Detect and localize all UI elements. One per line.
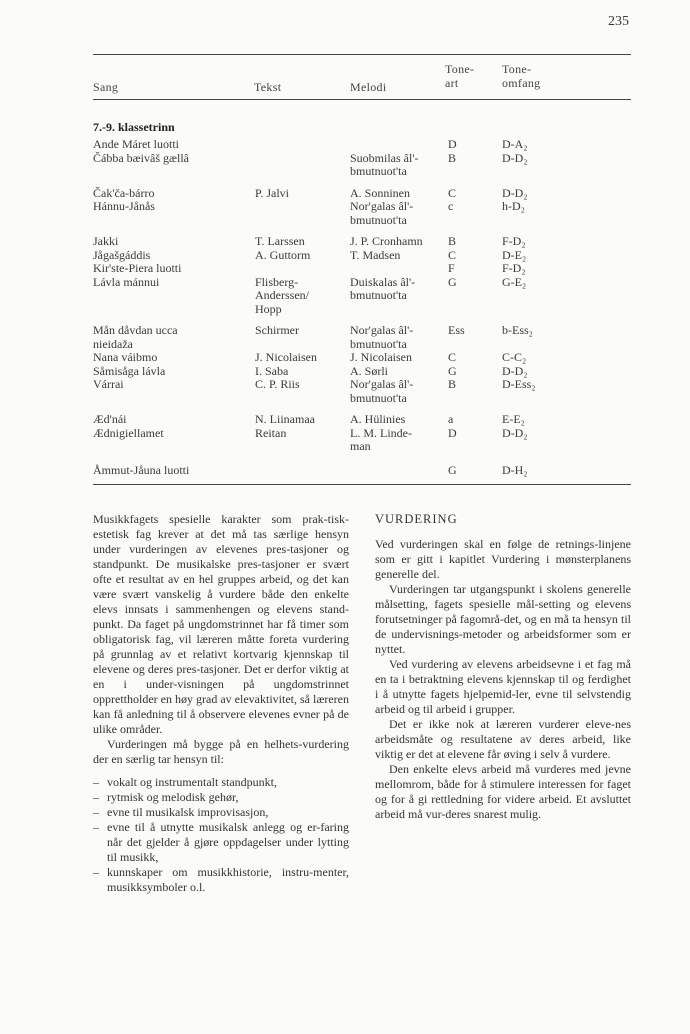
header-toneomfang: Tone- omfang (502, 62, 541, 90)
table-row (93, 378, 633, 405)
song-title: Kir'ste-Piera luotti (93, 261, 182, 275)
song-key: D (448, 137, 457, 151)
song-key: a (448, 412, 454, 426)
song-lyricist: N. Liinamaa (255, 412, 315, 426)
table-row (93, 235, 633, 249)
table-bottom-rule (93, 484, 631, 485)
header-sang: Sang (93, 80, 119, 94)
song-range: F-D₂ (502, 261, 526, 275)
song-range: D-D₂ (502, 150, 528, 165)
song-title: Hánnu-Jånås (93, 199, 155, 213)
list-item: – kunnskaper om musikkhistorie, instru-menter, musikksymboler o.l. (93, 865, 349, 895)
song-composer: J. Nicolaisen (350, 350, 412, 364)
song-composer: L. M. Linde- man (350, 425, 412, 453)
song-composer: Suobmilas âl'- bmutnuot'ta (350, 150, 419, 178)
song-range: C-C₂ (502, 350, 527, 364)
table-row (93, 262, 633, 276)
song-title: Čábba bæivâš gællâ (93, 150, 189, 165)
paragraph: Ved vurderingen skal en følge de retnings-linjene som er gitt i kapitlet Vurdering i mønsterplanens generelle del. (375, 537, 631, 581)
song-key: G (448, 462, 457, 477)
song-composer: Nor'galas âl'- bmutnuot'ta (350, 377, 414, 405)
song-title: Æd'nái (93, 412, 127, 426)
list-item: – vokalt og instrumentalt standpunkt, (93, 775, 349, 790)
left-column (93, 512, 349, 895)
song-composer: T. Madsen (350, 247, 401, 262)
song-key: B (448, 234, 457, 248)
song-key: C (448, 185, 457, 200)
song-title: Nana váibmo (93, 350, 158, 364)
paragraph: Det er ikke nok at læreren vurderer eleve-nes arbeidsmåte og resultatene av deres arbeid, like viktig er det at elevene får øving i selv å vurdere. (375, 717, 631, 761)
header-toneart: Tone- art (445, 62, 475, 90)
song-key: c (448, 199, 454, 213)
table-row (93, 187, 633, 201)
song-range: D-D₂ (502, 185, 528, 200)
header-melodi: Melodi (350, 80, 387, 94)
song-key: G (448, 274, 457, 289)
table-row (93, 200, 633, 227)
table-top-rule (93, 54, 631, 55)
list-item: – evne til musikalsk improvisasjon, (93, 805, 349, 820)
table-row (93, 351, 633, 365)
paragraph: Vurderingen tar utgangspunkt i skolens generelle målsetting, fagets spesielle mål-setting og elevens forutsetninger på fagområ-det, og en må ta hensyn til de undervisnings-metoder og arbeidsformer som er nyttet. (375, 582, 631, 656)
song-composer: A. Sørli (350, 363, 389, 378)
table-row (93, 324, 633, 351)
table-row (93, 365, 633, 379)
table-row (93, 249, 633, 263)
song-range: D-Ess₂ (502, 377, 536, 391)
song-range: D-D₂ (502, 363, 528, 378)
song-key: F (448, 261, 455, 275)
song-range: D-A₂ (502, 137, 528, 151)
paragraph: Ved vurdering av elevens arbeidsevne i et fag må en ta i betraktning elevens kjennskap til og ferdighet i å utnytte fagets hjelpemid-ler, evne til selvstendig arbeid og til arbeid i grupper. (375, 657, 631, 716)
song-lyricist: A. Guttorm (255, 247, 311, 262)
song-composer: Nor'galas âl'- bmutnuot'ta (350, 323, 414, 351)
song-range: D-E₂ (502, 247, 527, 262)
song-title: Čak'ča-bárro (93, 185, 155, 200)
section-heading: 7.-9. klassetrinn (93, 120, 175, 134)
song-title: Várrai (93, 377, 124, 391)
table-row (93, 276, 633, 317)
song-lyricist: C. P. Riis (255, 377, 300, 391)
song-lyricist: Flisberg- Anderssen/ Hopp (255, 274, 309, 316)
song-key: G (448, 363, 457, 378)
song-composer: A. Hülinies (350, 412, 406, 426)
table-row (93, 464, 633, 478)
song-title: Lávla mánnui (93, 274, 160, 289)
song-title: Såmisåga lávla (93, 363, 166, 378)
song-lyricist: P. Jalvi (255, 185, 290, 200)
song-range: b-Ess₂ (502, 323, 533, 337)
song-range: E-E₂ (502, 412, 525, 426)
song-table (93, 138, 633, 477)
song-composer: J. P. Cronhamn (350, 234, 423, 248)
table-header-rule (93, 99, 631, 100)
song-key: B (448, 150, 457, 165)
song-title: Mån dåvdan ucca nieidaža (93, 323, 178, 351)
song-composer: Nor'galas âl'- bmutnuot'ta (350, 199, 414, 227)
section-title-vurdering: VURDERING (375, 512, 458, 526)
table-row (93, 152, 633, 179)
page-number: 235 (608, 14, 629, 29)
song-lyricist: T. Larssen (255, 234, 305, 248)
song-range: D-H₂ (502, 462, 528, 477)
song-composer: Duiskalas âl'- bmutnuot'ta (350, 274, 416, 302)
header-tekst: Tekst (254, 80, 282, 94)
song-range: D-D₂ (502, 425, 528, 440)
song-title: Jågašgáddis (93, 247, 151, 262)
song-key: B (448, 377, 457, 391)
table-row (93, 427, 633, 454)
song-key: C (448, 247, 457, 262)
paragraph: Den enkelte elevs arbeid må vurderes med jevne mellomrom, både for å stimulere interessen for faget og for å gi rettledning for videre arbeid. Et avsluttet arbeid må vur-deres snarest mulig. (375, 762, 631, 821)
list-item: – evne til å utnytte musikalsk anlegg og er-faring når det gjelder å gjøre oppdagelser under lytting til musikk, (93, 820, 349, 865)
right-column (375, 512, 631, 822)
song-range: F-D₂ (502, 234, 526, 248)
song-title: Åmmut-Jåuna luotti (93, 462, 190, 477)
song-title: Ande Máret luotti (93, 137, 179, 151)
song-lyricist: J. Nicolaisen (255, 350, 317, 364)
table-row (93, 138, 633, 152)
table-row (93, 413, 633, 427)
paragraph: Musikkfagets spesielle karakter som prak-tisk-estetisk fag krever at det må tas særlige hensyn under vurderingen av elevenes pres-tasjoner og standpunkt. De musikalske pres-tasjoner er svært ofte et resultat av en hel gruppes arbeid, og det kan være svært vanskelig å vurdere både den enkelte elevs innsats i sammenhengen og elevens stand-punkt. Da faget på ungdomstrinnet har få timer som obligatorisk fag, vil læreren måtte foreta vurdering på grunnlag av et relativt kortvarig kjennskap til elevene og deres pres-tasjoner. Det er derfor viktig at en i under-visningen på ungdomstrinnet opprettholder en høy grad av elevaktivitet, så læreren kan få anledning til å observere elevenes evner på de ulike områder. (93, 512, 349, 736)
song-lyricist: I. Saba (255, 363, 289, 378)
song-key: D (448, 425, 457, 440)
song-range: G-E₂ (502, 274, 527, 289)
song-composer: A. Sonninen (350, 185, 410, 200)
song-key: C (448, 350, 457, 364)
song-key: Ess (448, 323, 465, 337)
song-range: h-D₂ (502, 199, 525, 213)
song-title: Ædnigiellamet (93, 425, 164, 440)
song-lyricist: Schirmer (255, 323, 299, 337)
song-title: Jakki (93, 234, 119, 248)
list-item: – rytmisk og melodisk gehør, (93, 790, 349, 805)
criteria-list (93, 775, 349, 895)
song-lyricist: Reitan (255, 425, 287, 440)
paragraph: Vurderingen må bygge på en helhets-vurdering der en særlig tar hensyn til: (93, 737, 349, 766)
